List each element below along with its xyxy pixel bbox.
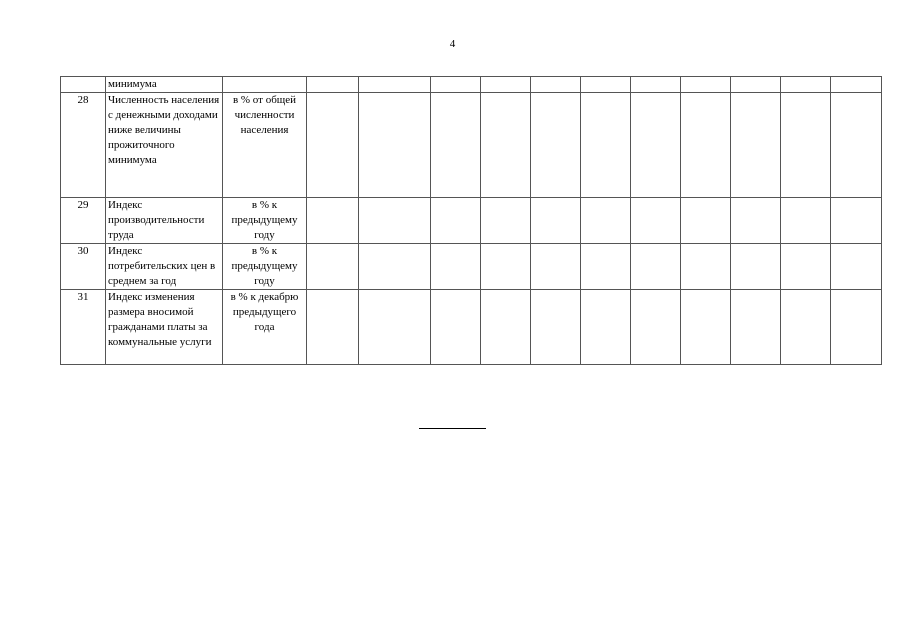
value-cell xyxy=(581,93,631,198)
row-number: 30 xyxy=(61,244,106,290)
value-cell xyxy=(681,244,731,290)
value-cell xyxy=(531,77,581,93)
value-cell xyxy=(731,77,781,93)
value-cell xyxy=(481,244,531,290)
value-cell xyxy=(631,198,681,244)
value-cell xyxy=(431,244,481,290)
value-cell xyxy=(831,244,882,290)
value-cell xyxy=(731,93,781,198)
value-cell xyxy=(581,198,631,244)
value-cell xyxy=(781,93,831,198)
table-row xyxy=(61,290,882,365)
table-row xyxy=(61,77,882,93)
unit-of-measure xyxy=(223,77,307,93)
value-cell xyxy=(831,77,882,93)
value-cell xyxy=(731,198,781,244)
value-cell xyxy=(581,290,631,365)
value-cell xyxy=(781,290,831,365)
value-cell xyxy=(531,290,581,365)
value-cell xyxy=(359,290,431,365)
indicators-table xyxy=(60,76,882,365)
row-number: 28 xyxy=(61,93,106,198)
table-row xyxy=(61,93,882,198)
value-cell xyxy=(307,198,359,244)
value-cell xyxy=(531,93,581,198)
row-number: 29 xyxy=(61,198,106,244)
value-cell xyxy=(681,77,731,93)
end-of-document-rule xyxy=(419,428,486,429)
indicator-name: Индекс производительности труда xyxy=(106,198,223,244)
value-cell xyxy=(581,77,631,93)
value-cell xyxy=(431,93,481,198)
row-number xyxy=(61,77,106,93)
value-cell xyxy=(359,77,431,93)
value-cell xyxy=(781,244,831,290)
value-cell xyxy=(307,93,359,198)
value-cell xyxy=(731,290,781,365)
indicator-name: Индекс потребительских цен в среднем за год xyxy=(106,244,223,290)
value-cell xyxy=(831,93,882,198)
indicator-name: Численность населения с денежными доходами ниже величины прожиточного минимума xyxy=(106,93,223,198)
value-cell xyxy=(781,77,831,93)
value-cell xyxy=(481,198,531,244)
value-cell xyxy=(481,93,531,198)
value-cell xyxy=(359,244,431,290)
table-row xyxy=(61,198,882,244)
value-cell xyxy=(531,244,581,290)
unit-of-measure: в % к предыдущему году xyxy=(223,244,307,290)
value-cell xyxy=(359,198,431,244)
value-cell xyxy=(307,290,359,365)
value-cell xyxy=(631,244,681,290)
unit-of-measure: в % от общей численности населения xyxy=(223,93,307,198)
table-row xyxy=(61,244,882,290)
value-cell xyxy=(681,198,731,244)
value-cell xyxy=(481,77,531,93)
indicator-name: минимума xyxy=(106,77,223,93)
value-cell xyxy=(307,244,359,290)
value-cell xyxy=(631,77,681,93)
value-cell xyxy=(681,93,731,198)
value-cell xyxy=(581,244,631,290)
value-cell xyxy=(481,290,531,365)
value-cell xyxy=(631,290,681,365)
value-cell xyxy=(531,198,581,244)
value-cell xyxy=(681,290,731,365)
value-cell xyxy=(307,77,359,93)
unit-of-measure: в % к декабрю предыдущего года xyxy=(223,290,307,365)
value-cell xyxy=(431,290,481,365)
value-cell xyxy=(431,77,481,93)
value-cell xyxy=(831,198,882,244)
value-cell xyxy=(731,244,781,290)
value-cell xyxy=(431,198,481,244)
value-cell xyxy=(359,93,431,198)
value-cell xyxy=(781,198,831,244)
unit-of-measure: в % к предыдущему году xyxy=(223,198,307,244)
value-cell xyxy=(631,93,681,198)
page-number: 4 xyxy=(449,38,456,50)
row-number: 31 xyxy=(61,290,106,365)
indicator-name: Индекс изменения размера вносимой гражданами платы за коммунальные услуги xyxy=(106,290,223,365)
value-cell xyxy=(831,290,882,365)
